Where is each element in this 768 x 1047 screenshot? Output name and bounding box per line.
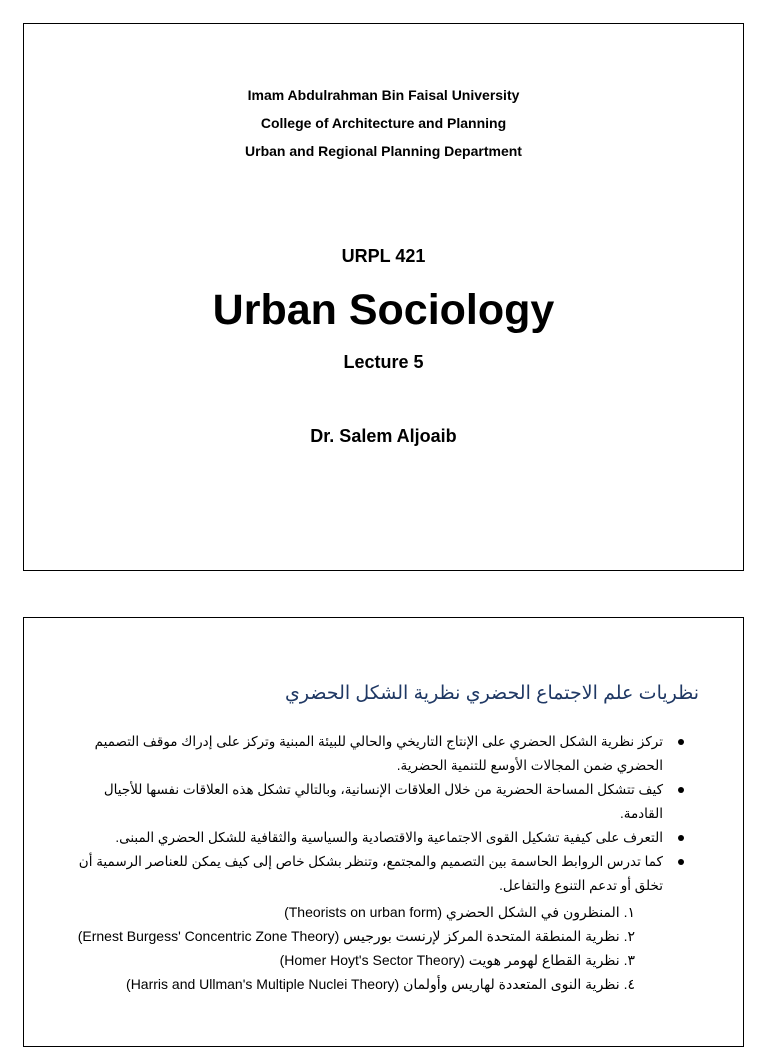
title-slide <box>23 23 744 571</box>
bullet-list <box>68 730 687 898</box>
university-name: Imam Abdulrahman Bin Faisal University <box>247 87 520 103</box>
bullet-item <box>68 778 687 826</box>
item-text: نظرية القطاع لهومر هويت (Homer Hoyt's Sector Theory) <box>279 952 620 968</box>
bullet-dot-icon <box>678 835 684 841</box>
course-code: URPL 421 <box>341 246 426 266</box>
instructor-name: Dr. Salem Aljoaib <box>310 426 457 446</box>
bullet-dot-icon <box>678 787 684 793</box>
theorist-item <box>68 948 687 972</box>
content-slide <box>23 617 744 1047</box>
bullet-item <box>68 850 687 898</box>
item-number: ٢. <box>623 928 635 944</box>
department-name: Urban and Regional Planning Department <box>245 143 522 159</box>
bullet-text: كيف تتشكل المساحة الحضرية من خلال العلاقات الإنسانية، وبالتالي تشكل هذه العلاقات نفسها للأجيال القادمة. <box>103 782 663 821</box>
bullet-item <box>68 826 687 850</box>
item-text: المنظرون في الشكل الحضري (Theorists on urban form) <box>284 904 620 920</box>
item-number: ٣. <box>623 952 635 968</box>
item-number: ١. <box>623 904 635 920</box>
theorists-list <box>68 900 687 996</box>
bullet-dot-icon <box>678 859 684 865</box>
bullet-item <box>68 730 687 778</box>
bullet-text: تركز نظرية الشكل الحضري على الإنتاج التاريخي والحالي للبيئة المبنية وتركز على إدراك موقف التصميم الحضري ضمن المجالات الأوسع للتنمية الحضرية. <box>94 734 663 773</box>
item-number: ٤. <box>623 976 635 992</box>
theorist-item <box>68 924 687 948</box>
lecture-number: Lecture 5 <box>343 352 424 372</box>
course-title: Urban Sociology <box>212 286 555 334</box>
bullet-text: التعرف على كيفية تشكيل القوى الاجتماعية والاقتصادية والسياسية والثقافية للشكل الحضري المبنى. <box>115 830 663 845</box>
item-text: نظرية النوى المتعددة لهاريس وأولمان (Harris and Ullman's Multiple Nuclei Theory) <box>126 976 620 992</box>
theorist-item <box>68 972 687 996</box>
college-name: College of Architecture and Planning <box>260 115 507 131</box>
item-text: نظرية المنطقة المتحدة المركز لإرنست بورجيس (Ernest Burgess' Concentric Zone Theory) <box>77 928 620 944</box>
bullet-text: كما تدرس الروابط الحاسمة بين التصميم والمجتمع، وتنظر بشكل خاص إلى كيف يمكن للعناصر الرسمية أن تخلق أو تدعم التنوع والتفاعل. <box>78 854 663 893</box>
slide-heading: نظريات علم الاجتماع الحضري نظرية الشكل الحضري <box>284 683 699 704</box>
theorist-item <box>68 900 687 924</box>
bullet-dot-icon <box>678 739 684 745</box>
